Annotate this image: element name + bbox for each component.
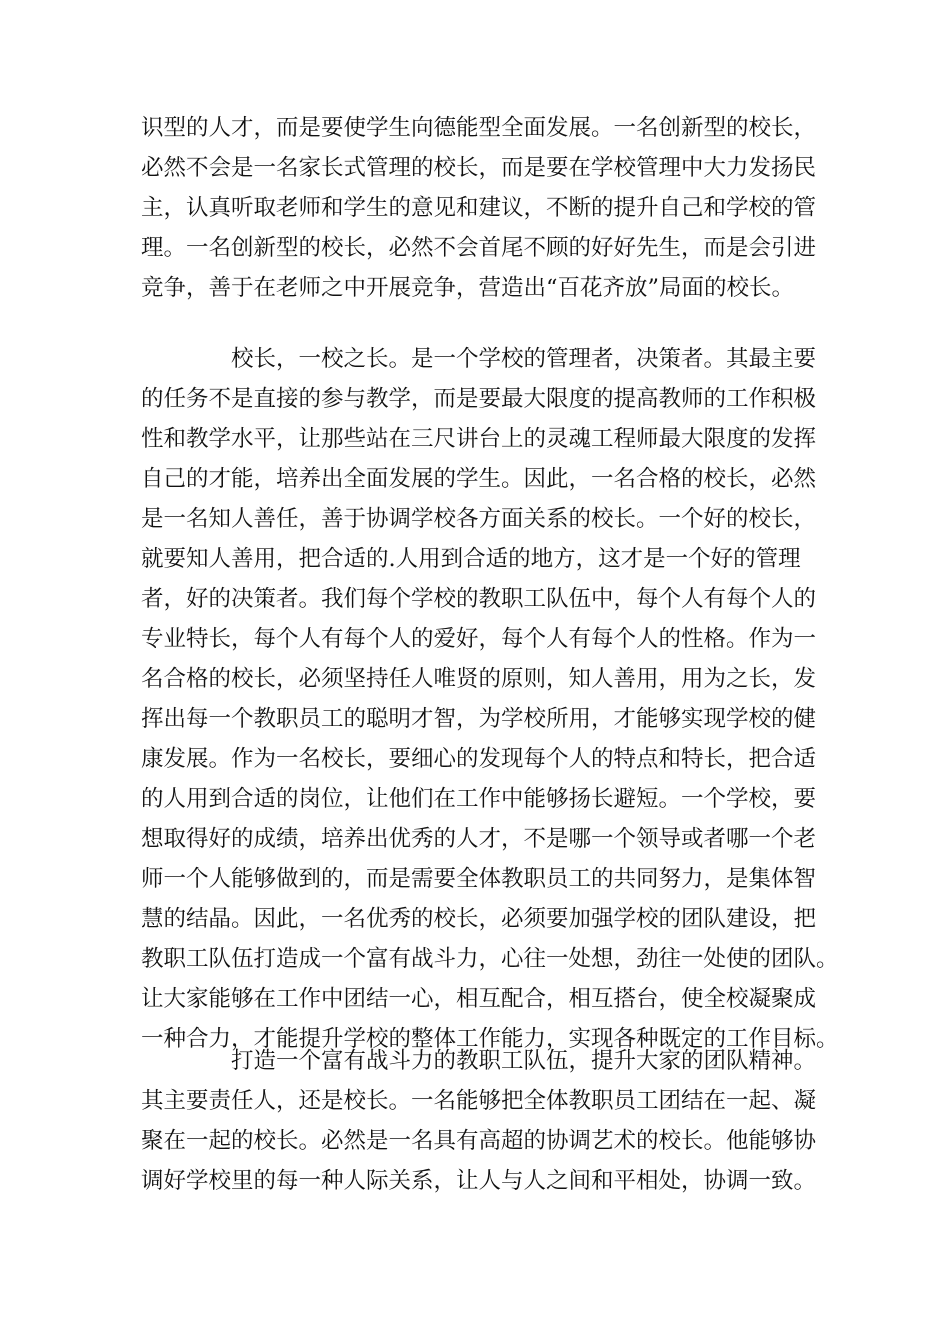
text-line: 的任务不是直接的参与教学，而是要最大限度的提高教师的工作积极 <box>141 386 817 412</box>
text-line: 自己的才能，培养出全面发展的学生。因此，一名合格的校长，必然 <box>141 466 817 492</box>
text-line: 主，认真听取老师和学生的意见和建议，不断的提升自己和学校的管 <box>141 195 817 221</box>
paragraph-2 <box>141 339 839 1059</box>
text-line: 是一名知人善任，善于协调学校各方面关系的校长。一个好的校长， <box>141 506 817 532</box>
text-line: 挥出每一个教职员工的聪明才智，为学校所用，才能够实现学校的健 <box>141 706 817 732</box>
text-line: 校长，一校之长。是一个学校的管理者，决策者。其最主要 <box>231 346 817 372</box>
text-line: 一种合力，才能提升学校的整体工作能力，实现各种既定的工作目标。 <box>141 1026 839 1052</box>
text-line: 名合格的校长，必须坚持任人唯贤的原则，知人善用，用为之长，发 <box>141 666 817 692</box>
text-line: 康发展。作为一名校长，要细心的发现每个人的特点和特长，把合适 <box>141 746 817 772</box>
paragraph-1 <box>141 108 831 308</box>
text-line: 让大家能够在工作中团结一心，相互配合，相互搭台，使全校凝聚成 <box>141 986 817 1012</box>
text-line: 教职工队伍打造成一个富有战斗力，心往一处想，劲往一处使的团队。 <box>141 946 839 972</box>
text-line: 其主要责任人，还是校长。一名能够把全体教职员工团结在一起、凝 <box>141 1088 817 1114</box>
text-line: 竞争，善于在老师之中开展竞争，营造出“百花齐放”局面的校长。 <box>141 275 795 301</box>
text-line: 识型的人才，而是要使学生向德能型全面发展。一名创新型的校长， <box>141 115 817 141</box>
text-line: 理。一名创新型的校长，必然不会首尾不顾的好好先生，而是会引进 <box>141 235 817 261</box>
text-line: 慧的结晶。因此，一名优秀的校长，必须要加强学校的团队建设，把 <box>141 906 817 932</box>
text-line: 想取得好的成绩，培养出优秀的人才，不是哪一个领导或者哪一个老 <box>141 826 817 852</box>
text-line: 就要知人善用，把合适的.人用到合适的地方，这才是一个好的管理 <box>141 546 801 572</box>
text-line: 者，好的决策者。我们每个学校的教职工队伍中，每个人有每个人的 <box>141 586 817 612</box>
text-line: 聚在一起的校长。必然是一名具有高超的协调艺术的校长。他能够协 <box>141 1128 817 1154</box>
paragraph-3 <box>141 1041 831 1201</box>
text-line: 专业特长，每个人有每个人的爱好，每个人有每个人的性格。作为一 <box>141 626 817 652</box>
text-line: 调好学校里的每一种人际关系，让人与人之间和平相处，协调一致。 <box>141 1168 817 1194</box>
text-line: 性和教学水平，让那些站在三尺讲台上的灵魂工程师最大限度的发挥 <box>141 426 817 452</box>
text-line: 的人用到合适的岗位，让他们在工作中能够扬长避短。一个学校，要 <box>141 786 817 812</box>
text-line: 师一个人能够做到的，而是需要全体教职员工的共同努力，是集体智 <box>141 866 817 892</box>
text-line: 打造一个富有战斗力的教职工队伍，提升大家的团队精神。 <box>231 1048 817 1074</box>
text-line: 必然不会是一名家长式管理的校长，而是要在学校管理中大力发扬民 <box>141 155 817 181</box>
